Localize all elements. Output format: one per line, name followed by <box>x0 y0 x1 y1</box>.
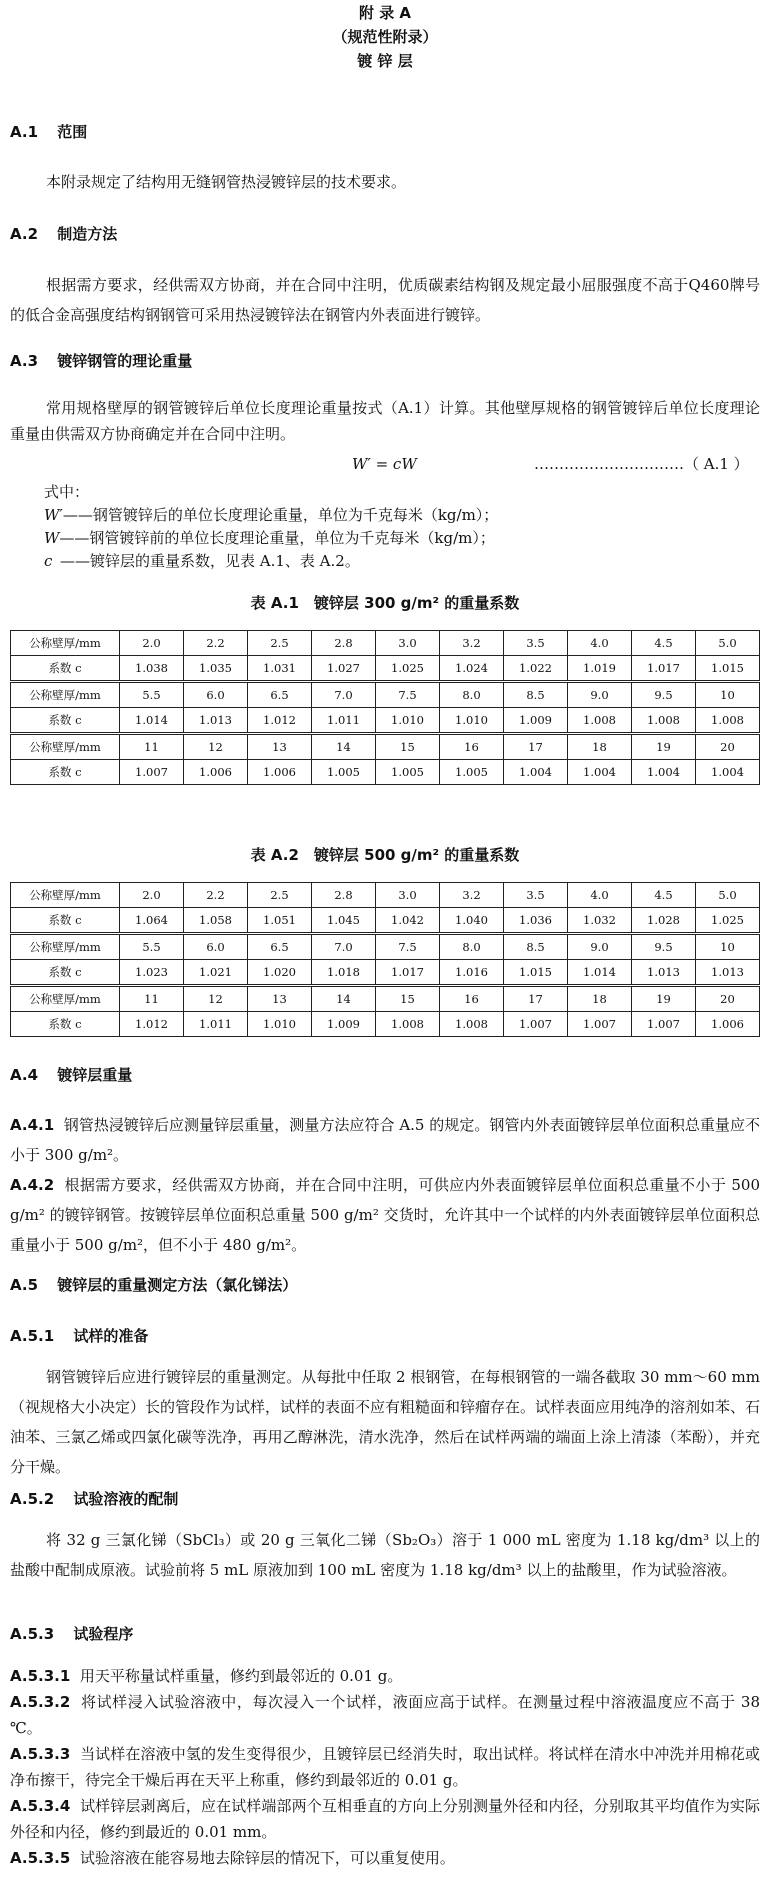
coefficient-cell: 1.032 <box>568 908 632 934</box>
coefficient-row <box>11 708 760 734</box>
coefficient-cell: 1.005 <box>376 760 440 785</box>
coefficient-cell: 1.011 <box>312 708 376 734</box>
thickness-cell: 12 <box>184 986 248 1012</box>
thickness-cell: 5.5 <box>120 682 184 708</box>
where-label: 式中： <box>44 483 90 501</box>
coefficient-row <box>11 908 760 934</box>
thickness-cell: 20 <box>696 734 760 760</box>
step-text: 试样锌层剥离后，应在试样端部两个互相垂直的方向上分别测量外径和内径，分别取其平均值作为实际外径和内径，修约到最近的 0.01 mm。 <box>10 1797 760 1841</box>
thickness-row <box>11 934 760 960</box>
step-number: A.5.3.2 <box>10 1693 71 1711</box>
variable-description: ——镀锌层的重量系数，见表 A.1、表 A.2。 <box>60 552 360 570</box>
table-a1 <box>10 630 760 785</box>
table-a2-caption: 表 A.2 镀锌层 500 g/m² 的重量系数 <box>250 846 520 864</box>
thickness-cell: 7.5 <box>376 934 440 960</box>
step-a534 <box>10 1793 760 1845</box>
table-a2 <box>10 882 760 1037</box>
section-title: 镀锌钢管的理论重量 <box>57 352 193 370</box>
clause-number: A.4.2 <box>10 1176 55 1194</box>
coefficient-cell: 1.022 <box>504 656 568 682</box>
thickness-cell: 4.0 <box>568 883 632 908</box>
step-a531 <box>10 1663 760 1689</box>
thickness-cell: 5.5 <box>120 934 184 960</box>
formula: W′ = cW <box>352 455 417 473</box>
thickness-cell: 6.0 <box>184 934 248 960</box>
row-header-coefficient: 系数 c <box>11 656 120 682</box>
thickness-cell: 18 <box>568 734 632 760</box>
coefficient-row <box>11 960 760 986</box>
thickness-cell: 8.0 <box>440 682 504 708</box>
thickness-row <box>11 734 760 760</box>
variable-definition <box>44 552 360 570</box>
thickness-cell: 3.0 <box>376 631 440 656</box>
coefficient-cell: 1.015 <box>504 960 568 986</box>
coefficient-row <box>11 656 760 682</box>
coefficient-cell: 1.006 <box>184 760 248 785</box>
row-header-coefficient: 系数 c <box>11 1012 120 1037</box>
coefficient-row <box>11 760 760 785</box>
thickness-cell: 6.0 <box>184 682 248 708</box>
coefficient-cell: 1.019 <box>568 656 632 682</box>
thickness-cell: 11 <box>120 986 184 1012</box>
coefficient-cell: 1.004 <box>568 760 632 785</box>
subsection-a53-heading <box>10 1625 133 1643</box>
step-number: A.5.3.1 <box>10 1667 71 1685</box>
section-number: A.5.3 <box>10 1625 55 1643</box>
coefficient-cell: 1.012 <box>120 1012 184 1037</box>
coefficient-cell: 1.025 <box>696 908 760 934</box>
coefficient-cell: 1.009 <box>504 708 568 734</box>
coefficient-cell: 1.017 <box>632 656 696 682</box>
thickness-row <box>11 986 760 1012</box>
variable-definition <box>44 506 498 524</box>
thickness-cell: 15 <box>376 986 440 1012</box>
subsection-a52-text: 将 32 g 三氯化锑（SbCl₃）或 20 g 三氧化二锑（Sb₂O₃）溶于 1 000 mL 密度为 1.18 kg/dm³ 以上的盐酸中配制成原液。试验前将 5 mL 原液加到 100 mL 密度为 1.18 kg/dm³ 以上的盐酸里，作为试验溶液。 <box>10 1531 760 1579</box>
coefficient-cell: 1.014 <box>120 708 184 734</box>
section-number: A.5.1 <box>10 1327 55 1345</box>
coefficient-cell: 1.008 <box>440 1012 504 1037</box>
step-text: 将试样浸入试验溶液中，每次浸入一个试样，液面应高于试样。在测量过程中溶液温度应不高于 38 ℃。 <box>10 1693 760 1737</box>
thickness-cell: 3.2 <box>440 883 504 908</box>
row-header-coefficient: 系数 c <box>11 760 120 785</box>
section-a2-text: 根据需方要求，经供需双方协商，并在合同中注明，优质碳素结构钢及规定最小屈服强度不高于Q460牌号的低合金高强度结构钢钢管可采用热浸镀锌法在钢管内外表面进行镀锌。 <box>10 276 760 324</box>
thickness-cell: 2.8 <box>312 631 376 656</box>
coefficient-cell: 1.027 <box>312 656 376 682</box>
thickness-cell: 14 <box>312 986 376 1012</box>
coefficient-cell: 1.016 <box>440 960 504 986</box>
coefficient-cell: 1.045 <box>312 908 376 934</box>
thickness-cell: 6.5 <box>248 934 312 960</box>
row-header-coefficient: 系数 c <box>11 908 120 934</box>
thickness-cell: 9.5 <box>632 682 696 708</box>
thickness-cell: 2.5 <box>248 631 312 656</box>
normative-label: （规范性附录） <box>332 28 438 46</box>
formula-reference: …………………………（ A.1 ） <box>534 455 749 473</box>
coefficient-cell: 1.004 <box>504 760 568 785</box>
coefficient-cell: 1.004 <box>632 760 696 785</box>
coefficient-cell: 1.011 <box>184 1012 248 1037</box>
thickness-cell: 10 <box>696 682 760 708</box>
section-title: 制造方法 <box>57 225 118 243</box>
thickness-cell: 5.0 <box>696 883 760 908</box>
section-number: A.5.2 <box>10 1490 55 1508</box>
thickness-cell: 3.0 <box>376 883 440 908</box>
coefficient-cell: 1.007 <box>120 760 184 785</box>
thickness-cell: 2.8 <box>312 883 376 908</box>
coefficient-cell: 1.064 <box>120 908 184 934</box>
coefficient-cell: 1.007 <box>568 1012 632 1037</box>
subsection-a52-heading <box>10 1490 178 1508</box>
subsection-a51-heading <box>10 1327 148 1345</box>
row-header-thickness: 公称壁厚/mm <box>11 631 120 656</box>
section-title: 镀锌层重量 <box>57 1066 133 1084</box>
coefficient-cell: 1.051 <box>248 908 312 934</box>
thickness-cell: 11 <box>120 734 184 760</box>
section-a1-text: 本附录规定了结构用无缝钢管热浸镀锌层的技术要求。 <box>46 173 407 191</box>
coefficient-cell: 1.009 <box>312 1012 376 1037</box>
step-text: 当试样在溶液中氢的发生变得很少，且镀锌层已经消失时，取出试样。将试样在清水中冲洗并用棉花或净布擦干，待完全干燥后再在天平上称重，修约到最邻近的 0.01 g。 <box>10 1745 760 1789</box>
thickness-cell: 6.5 <box>248 682 312 708</box>
section-a3-text: 常用规格壁厚的钢管镀锌后单位长度理论重量按式（A.1）计算。其他壁厚规格的钢管镀锌后单位长度理论重量由供需双方协商确定并在合同中注明。 <box>10 399 760 443</box>
row-header-thickness: 公称壁厚/mm <box>11 934 120 960</box>
coefficient-cell: 1.008 <box>568 708 632 734</box>
step-text: 试验溶液在能容易地去除锌层的情况下，可以重复使用。 <box>79 1849 455 1867</box>
thickness-row <box>11 631 760 656</box>
coefficient-cell: 1.006 <box>248 760 312 785</box>
thickness-cell: 15 <box>376 734 440 760</box>
coefficient-cell: 1.012 <box>248 708 312 734</box>
thickness-cell: 20 <box>696 986 760 1012</box>
thickness-cell: 16 <box>440 734 504 760</box>
thickness-cell: 10 <box>696 934 760 960</box>
coefficient-cell: 1.014 <box>568 960 632 986</box>
coefficient-cell: 1.004 <box>696 760 760 785</box>
thickness-cell: 7.0 <box>312 934 376 960</box>
clause-text: 钢管热浸镀锌后应测量锌层重量，测量方法应符合 A.5 的规定。钢管内外表面镀锌层单位面积总重量应不小于 300 g/m²。 <box>10 1116 760 1164</box>
thickness-cell: 7.5 <box>376 682 440 708</box>
thickness-cell: 8.5 <box>504 934 568 960</box>
section-title: 范围 <box>57 123 88 141</box>
thickness-row <box>11 883 760 908</box>
thickness-cell: 3.2 <box>440 631 504 656</box>
coefficient-cell: 1.005 <box>440 760 504 785</box>
coefficient-cell: 1.024 <box>440 656 504 682</box>
section-number: A.2 <box>10 225 39 243</box>
step-text: 用天平称量试样重量，修约到最邻近的 0.01 g。 <box>79 1667 403 1685</box>
thickness-cell: 16 <box>440 986 504 1012</box>
coefficient-cell: 1.021 <box>184 960 248 986</box>
thickness-cell: 4.0 <box>568 631 632 656</box>
coefficient-cell: 1.006 <box>696 1012 760 1037</box>
row-header-thickness: 公称壁厚/mm <box>11 986 120 1012</box>
section-number: A.3 <box>10 352 39 370</box>
row-header-coefficient: 系数 c <box>11 708 120 734</box>
coefficient-cell: 1.010 <box>440 708 504 734</box>
thickness-cell: 12 <box>184 734 248 760</box>
thickness-cell: 2.0 <box>120 631 184 656</box>
coefficient-cell: 1.028 <box>632 908 696 934</box>
thickness-cell: 5.0 <box>696 631 760 656</box>
coefficient-cell: 1.035 <box>184 656 248 682</box>
coefficient-cell: 1.036 <box>504 908 568 934</box>
variable-description: ——钢管镀锌后的单位长度理论重量，单位为千克每米（kg/m）； <box>62 506 499 524</box>
thickness-cell: 2.2 <box>184 631 248 656</box>
coefficient-cell: 1.008 <box>376 1012 440 1037</box>
section-title: 试验程序 <box>73 1625 134 1643</box>
section-title: 试验溶液的配制 <box>73 1490 179 1508</box>
variable-symbol: W <box>44 529 60 547</box>
coefficient-cell: 1.008 <box>696 708 760 734</box>
step-number: A.5.3.3 <box>10 1745 71 1763</box>
section-a5-heading <box>10 1276 297 1294</box>
thickness-row <box>11 682 760 708</box>
coefficient-cell: 1.040 <box>440 908 504 934</box>
annex-label: 附 录 A <box>358 4 412 22</box>
step-number: A.5.3.5 <box>10 1849 71 1867</box>
coefficient-cell: 1.015 <box>696 656 760 682</box>
coefficient-cell: 1.018 <box>312 960 376 986</box>
thickness-cell: 3.5 <box>504 631 568 656</box>
variable-definition <box>44 529 495 547</box>
thickness-cell: 18 <box>568 986 632 1012</box>
thickness-cell: 3.5 <box>504 883 568 908</box>
coefficient-cell: 1.007 <box>504 1012 568 1037</box>
coefficient-cell: 1.017 <box>376 960 440 986</box>
clause-text: 根据需方要求，经供需双方协商，并在合同中注明，可供应内外表面镀锌层单位面积总重量不小于 500 g/m² 的镀锌钢管。按镀锌层单位面积总重量 500 g/m² 交货时，允许其中一个试样的内外表面镀锌层单位面积总重量小于 500 g/m²，但不小于 480 g/m²。 <box>10 1176 761 1254</box>
coefficient-cell: 1.038 <box>120 656 184 682</box>
section-title: 镀锌层的重量测定方法（氯化锑法） <box>57 1276 298 1294</box>
coefficient-cell: 1.005 <box>312 760 376 785</box>
thickness-cell: 4.5 <box>632 631 696 656</box>
section-a2-heading <box>10 225 117 243</box>
table-a1-caption: 表 A.1 镀锌层 300 g/m² 的重量系数 <box>250 594 520 612</box>
thickness-cell: 9.0 <box>568 682 632 708</box>
thickness-cell: 2.0 <box>120 883 184 908</box>
thickness-cell: 17 <box>504 986 568 1012</box>
step-a533 <box>10 1741 760 1793</box>
thickness-cell: 8.5 <box>504 682 568 708</box>
coefficient-row <box>11 1012 760 1037</box>
thickness-cell: 2.2 <box>184 883 248 908</box>
step-a532 <box>10 1689 760 1741</box>
coefficient-cell: 1.010 <box>248 1012 312 1037</box>
section-title: 试样的准备 <box>73 1327 149 1345</box>
thickness-cell: 14 <box>312 734 376 760</box>
clause-number: A.4.1 <box>10 1116 55 1134</box>
thickness-cell: 2.5 <box>248 883 312 908</box>
row-header-thickness: 公称壁厚/mm <box>11 734 120 760</box>
coefficient-cell: 1.031 <box>248 656 312 682</box>
row-header-thickness: 公称壁厚/mm <box>11 883 120 908</box>
section-number: A.4 <box>10 1066 39 1084</box>
thickness-cell: 9.0 <box>568 934 632 960</box>
thickness-cell: 8.0 <box>440 934 504 960</box>
thickness-cell: 19 <box>632 734 696 760</box>
annex-title: 镀 锌 层 <box>357 52 413 70</box>
variable-description: ——钢管镀锌前的单位长度理论重量，单位为千克每米（kg/m）； <box>59 529 495 547</box>
section-a4-heading <box>10 1066 132 1084</box>
coefficient-cell: 1.008 <box>632 708 696 734</box>
coefficient-cell: 1.042 <box>376 908 440 934</box>
section-number: A.1 <box>10 123 39 141</box>
section-number: A.5 <box>10 1276 39 1294</box>
coefficient-cell: 1.025 <box>376 656 440 682</box>
coefficient-cell: 1.023 <box>120 960 184 986</box>
thickness-cell: 7.0 <box>312 682 376 708</box>
subsection-a51-text: 钢管镀锌后应进行镀锌层的重量测定。从每批中任取 2 根钢管，在每根钢管的一端各截取 30 mm～60 mm（视规格大小决定）长的管段作为试样，试样的表面不应有粗糙面和锌瘤存在。试样表面应用纯净的溶剂如苯、石油苯、三氯乙烯或四氯化碳等洗净，再用乙醇淋洗，清水洗净，然后在试样两端的端面上涂上清漆（苯酚），并充分干燥。 <box>10 1368 761 1476</box>
coefficient-cell: 1.007 <box>632 1012 696 1037</box>
clause-a41 <box>10 1110 760 1170</box>
coefficient-cell: 1.013 <box>632 960 696 986</box>
thickness-cell: 4.5 <box>632 883 696 908</box>
step-number: A.5.3.4 <box>10 1797 71 1815</box>
thickness-cell: 19 <box>632 986 696 1012</box>
section-a1-heading <box>10 123 87 141</box>
thickness-cell: 9.5 <box>632 934 696 960</box>
step-a535 <box>10 1845 760 1871</box>
thickness-cell: 13 <box>248 734 312 760</box>
section-a3-heading <box>10 352 192 370</box>
thickness-cell: 13 <box>248 986 312 1012</box>
coefficient-cell: 1.020 <box>248 960 312 986</box>
coefficient-cell: 1.058 <box>184 908 248 934</box>
row-header-coefficient: 系数 c <box>11 960 120 986</box>
clause-a42 <box>10 1170 760 1260</box>
variable-symbol: c <box>44 552 53 570</box>
coefficient-cell: 1.013 <box>696 960 760 986</box>
variable-symbol: W′ <box>44 506 63 524</box>
coefficient-cell: 1.010 <box>376 708 440 734</box>
thickness-cell: 17 <box>504 734 568 760</box>
row-header-thickness: 公称壁厚/mm <box>11 682 120 708</box>
coefficient-cell: 1.013 <box>184 708 248 734</box>
